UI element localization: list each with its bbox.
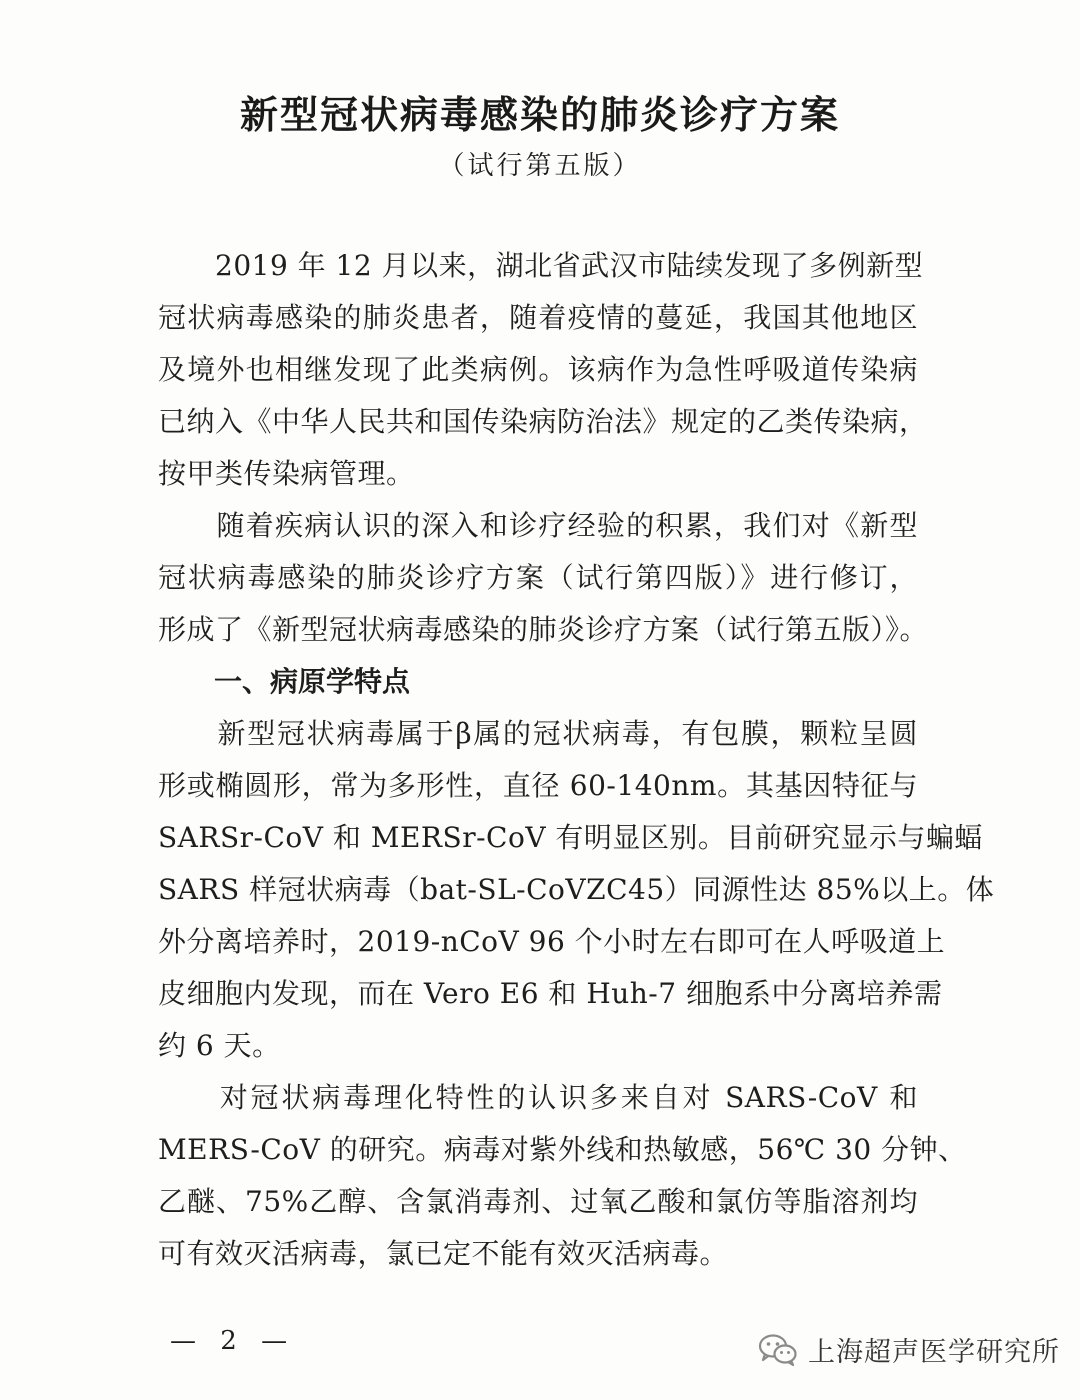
wechat-icon: [758, 1333, 798, 1367]
text-line: 形或椭圆形，常为多形性，直径 60-140nm。其基因特征与: [158, 769, 918, 802]
text-line: 乙醚、75%乙醇、含氯消毒剂、过氧乙酸和氯仿等脂溶剂均: [158, 1185, 918, 1218]
text-line: 可有效灭活病毒，氯已定不能有效灭活病毒。: [158, 1237, 729, 1270]
page-title: 新型冠状病毒感染的肺炎诊疗方案: [239, 93, 840, 137]
text-line: 2019 年 12 月以来，湖北省武汉市陆续发现了多例新型: [158, 249, 924, 282]
text-line: 形成了《新型冠状病毒感染的肺炎诊疗方案（试行第五版）》。: [158, 613, 929, 646]
section-heading: 一、病原学特点: [214, 665, 411, 698]
text-line: 按甲类传染病管理。: [158, 457, 415, 490]
text-line: MERS-CoV 的研究。病毒对紫外线和热敏感，56℃ 30 分钟、: [158, 1133, 967, 1166]
text-line: 对冠状病毒理化特性的认识多来自对 SARS-CoV 和: [158, 1081, 918, 1114]
text-line: 已纳入《中华人民共和国传染病防治法》规定的乙类传染病，: [158, 405, 928, 438]
text-line: SARS 样冠状病毒（bat-SL-CoVZC45）同源性达 85%以上。体: [158, 873, 995, 906]
document-body: [158, 240, 995, 1280]
text-line: 冠状病毒感染的肺炎诊疗方案（试行第四版）》进行修订，: [158, 561, 918, 594]
text-line: 新型冠状病毒属于β属的冠状病毒，有包膜，颗粒呈圆: [158, 717, 918, 750]
page-subtitle: （试行第五版）: [438, 151, 642, 181]
page-number: — 2 —: [170, 1326, 296, 1356]
watermark: [758, 1330, 1060, 1369]
text-line: 约 6 天。: [158, 1029, 281, 1062]
paragraph-3: [158, 708, 995, 1072]
text-line: 随着疾病认识的深入和诊疗经验的积累，我们对《新型: [158, 509, 918, 542]
text-line: 及境外也相继发现了此类病例。该病作为急性呼吸道传染病: [158, 353, 918, 386]
text-line: 皮细胞内发现，而在 Vero E6 和 Huh-7 细胞系中分离培养需: [158, 977, 943, 1010]
text-line: 冠状病毒感染的肺炎患者，随着疫情的蔓延，我国其他地区: [158, 301, 918, 334]
paragraph-1: [158, 240, 928, 500]
watermark-text: 上海超声医学研究所: [808, 1337, 1060, 1368]
paragraph-2: [158, 500, 929, 656]
text-line: 外分离培养时，2019-nCoV 96 个小时左右即可在人呼吸道上: [158, 925, 946, 958]
paragraph-4: [158, 1072, 967, 1280]
text-line: SARSr-CoV 和 MERSr-CoV 有明显区别。目前研究显示与蝙蝠: [158, 821, 983, 854]
